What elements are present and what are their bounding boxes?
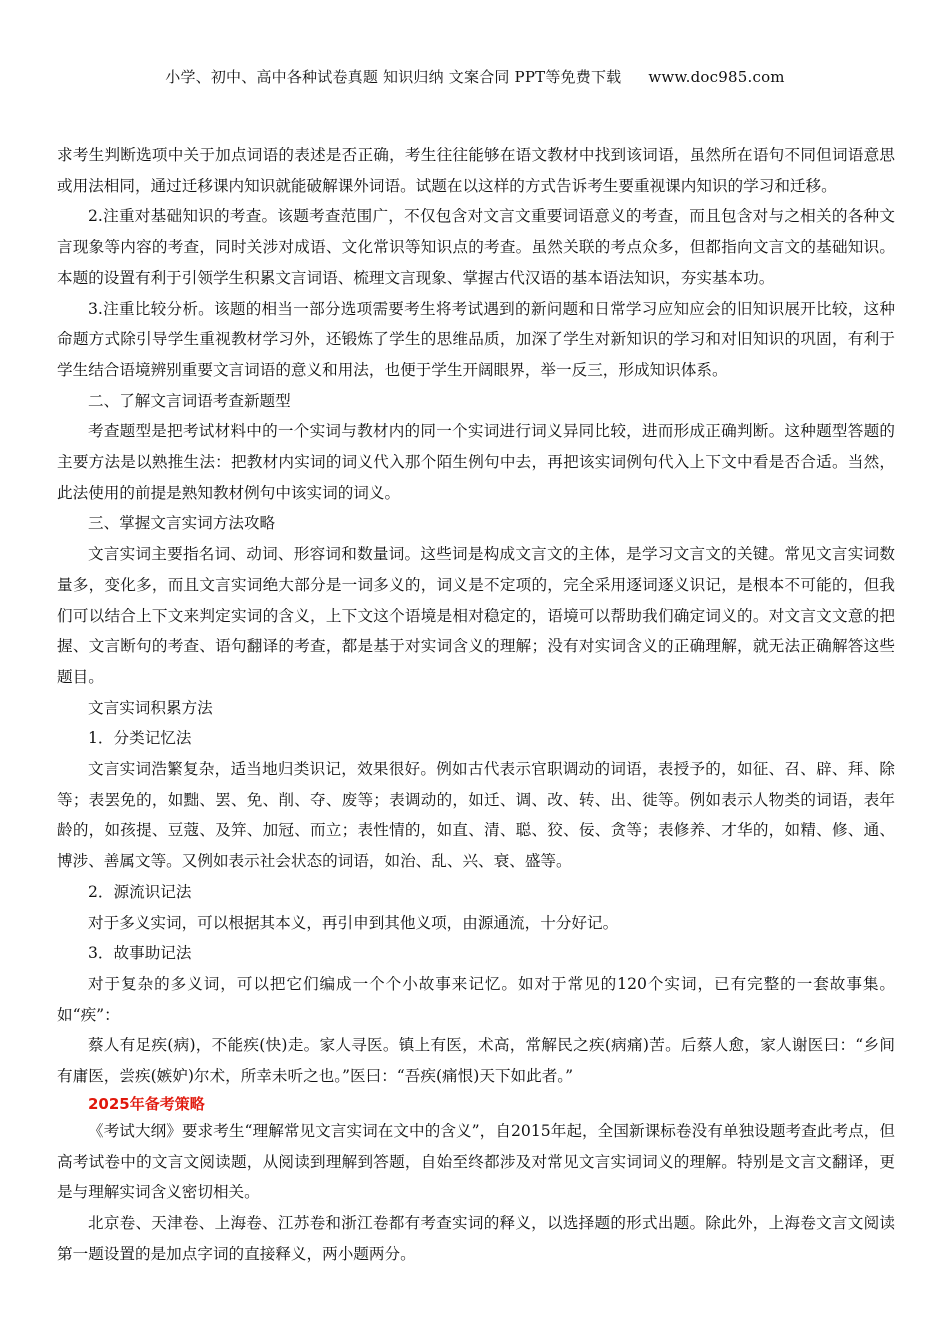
section-heading: 三、掌握文言实词方法攻略 (88, 514, 276, 533)
paragraph: 文言实词主要指名词、动词、形容词和数量词。这些词是构成文言文的主体，是学习文言文的关键。常见文言实词数量多，变化多，而且文言实词绝大部分是一词多义的，词义是不定项的，完全采用逐词逐义识记，是根本不可能的，但我们可以结合上下文来判定实词的含义，上下文这个语境是相对稳定的，语境可以帮助我们确定词义的。对文言文文意的把握、文言断句的考查、语句翻译的考查，都是基于对实词含义的理解；没有对实词含义的正确理解，就无法正确解答这些题目。 (57, 545, 895, 686)
section-heading: 二、了解文言词语考查新题型 (88, 391, 291, 410)
paragraph: 考查题型是把考试材料中的一个实词与教材内的同一个实词进行词义异同比较，进而形成正确判断。这种题型答题的主要方法是以熟推生法：把教材内实词的词义代入那个陌生例句中去，再把该实词例句代入上下文中看是否合适。当然，此法使用的前提是熟知教材例句中该实词的词义。 (57, 422, 895, 502)
paragraph: 求考生判断选项中关于加点词语的表述是否正确，考生往往能够在语文教材中找到该词语，虽然所在语句不同但词语意思或用法相同，通过迁移课内知识就能破解课外词语。试题在以这样的方式告诉考生要重视课内知识的学习和迁移。 (57, 146, 895, 195)
strategy-heading: 2025年备考策略 (88, 1094, 205, 1113)
method-heading: 1．分类记忆法 (88, 729, 192, 748)
paragraph: 对于多义实词，可以根据其本义，再引申到其他义项，由源通流，十分好记。 (88, 913, 619, 932)
header-url[interactable]: www.doc985.com (648, 68, 785, 86)
page-header (0, 66, 950, 88)
story-paragraph: 蔡人有足疾(病)，不能疾(快)走。家人寻医。镇上有医，术高，常解民之疾(病痛)苦。后蔡人愈，家人谢医曰：“乡间有庸医，尝疾(嫉妒)尔术，所幸未听之也。”医曰：“吾疾(痛恨)天下如此者。” (57, 1036, 895, 1086)
paragraph: 3.注重比较分析。该题的相当一部分选项需要考生将考试遇到的新问题和日常学习应知应会的旧知识展开比较，这种命题方式除引导学生重视教材学习外，还锻炼了学生的思维品质，加深了学生对新知识的学习和对旧知识的巩固，有利于学生结合语境辨别重要文言词语的意义和用法，也便于学生开阔眼界，举一反三，形成知识体系。 (57, 299, 895, 379)
strategy-paragraph: 北京卷、天津卷、上海卷、江苏卷和浙江卷都有考查实词的释义，以选择题的形式出题。除此外，上海卷文言文阅读第一题设置的是加点字词的直接释义，两小题两分。 (57, 1213, 895, 1263)
paragraph: 对于复杂的多义词，可以把它们编成一个个小故事来记忆。如对于常见的120个实词，已有完整的一套故事集。如“疾”： (57, 974, 895, 1024)
document-body (57, 140, 895, 1269)
header-tagline: 小学、初中、高中各种试卷真题 知识归纳 文案合同 PPT等免费下载 (165, 68, 622, 86)
subsection-heading: 文言实词积累方法 (88, 698, 213, 717)
method-heading: 3．故事助记法 (88, 944, 192, 963)
strategy-paragraph: 《考试大纲》要求考生“理解常见文言实词在文中的含义”，自2015年起，全国新课标卷没有单独设题考查此考点，但高考试卷中的文言文阅读题，从阅读到理解到答题，自始至终都涉及对常见文言实词词义的理解。特别是文言文翻译，更是与理解实词含义密切相关。 (57, 1121, 895, 1202)
paragraph: 2.注重对基础知识的考查。该题考查范围广，不仅包含对文言文重要词语意义的考查，而且包含对与之相关的各种文言现象等内容的考查，同时关涉对成语、文化常识等知识点的考查。虽然关联的考点众多，但都指向文言文的基础知识。本题的设置有利于引领学生积累文言词语、梳理文言现象、掌握古代汉语的基本语法知识，夯实基本功。 (57, 207, 895, 287)
paragraph: 文言实词浩繁复杂，适当地归类识记，效果很好。例如古代表示官职调动的词语，表授予的，如征、召、辟、拜、除等；表罢免的，如黜、罢、免、削、夺、废等；表调动的，如迁、调、改、转、出、徙等。例如表示人物类的词语，表年龄的，如孩提、豆蔻、及笄、加冠、而立；表性情的，如直、清、聪、狡、佞、贪等；表修养、才华的，如精、修、通、博涉、善属文等。又例如表示社会状态的词语，如治、乱、兴、衰、盛等。 (57, 760, 895, 871)
method-heading: 2．源流识记法 (88, 882, 192, 901)
